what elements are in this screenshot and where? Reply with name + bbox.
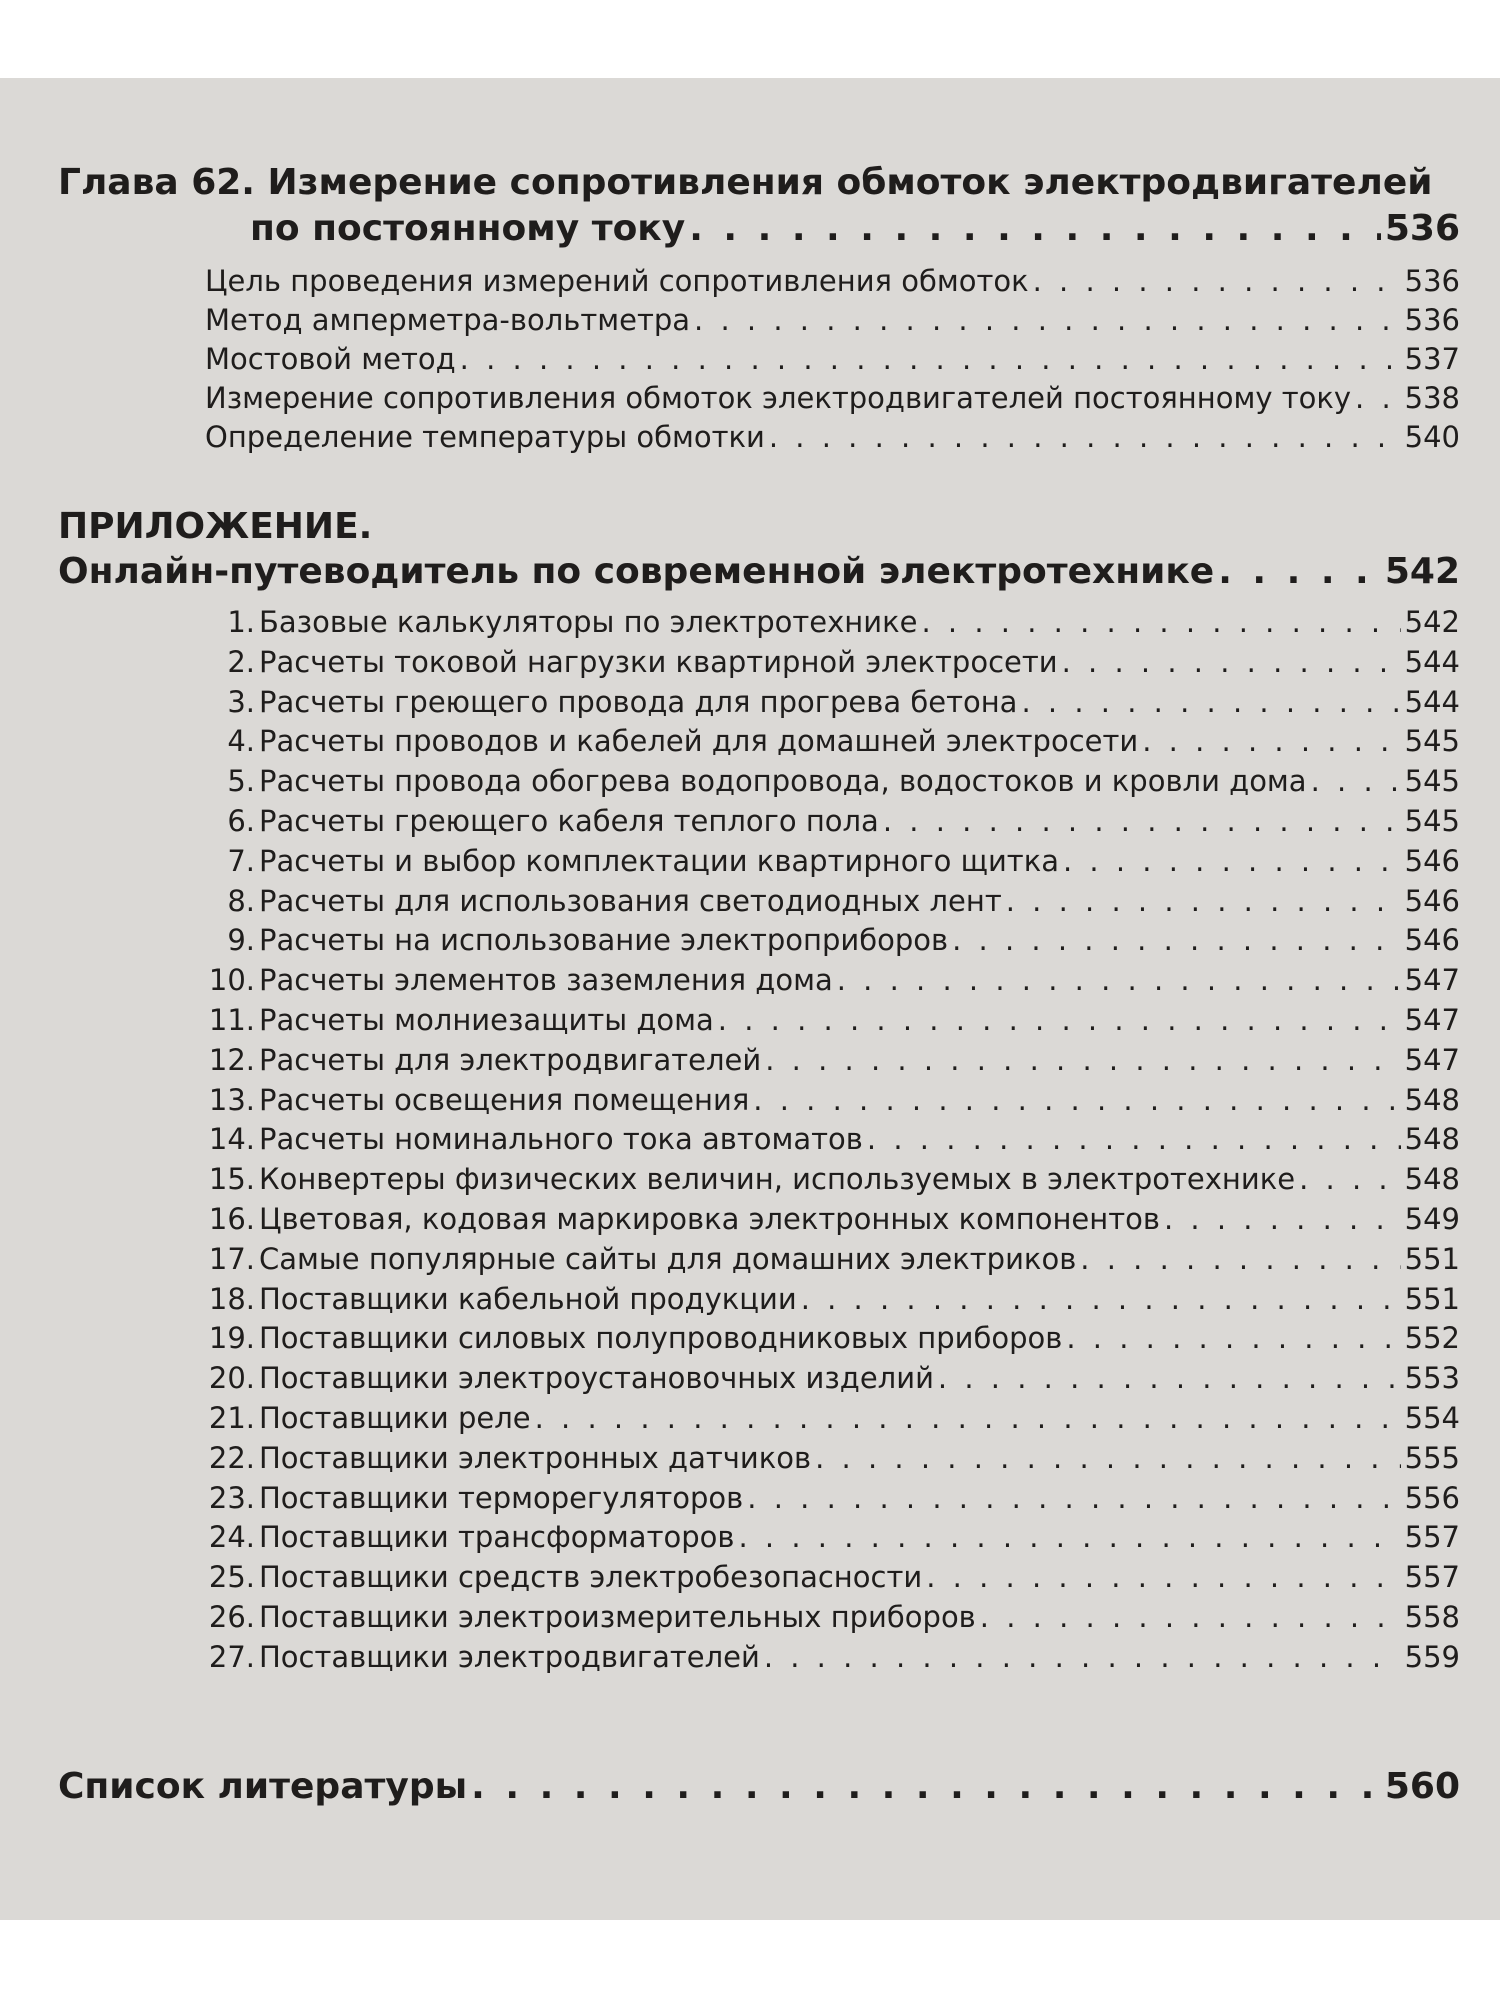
toc-entry <box>205 1518 1460 1558</box>
toc-entry-page: 548 <box>1404 1162 1460 1197</box>
toc-entry-number: 12. <box>208 1042 255 1077</box>
toc-entry-title-wrap <box>205 921 948 961</box>
toc-entry-title-wrap <box>205 842 1059 882</box>
dot-leader <box>837 961 1401 1001</box>
toc-entry-title-wrap <box>205 961 833 1001</box>
appendix-heading: ПРИЛОЖЕНИЕ. <box>58 506 373 547</box>
toc-entry-number: 18. <box>208 1281 255 1316</box>
toc-entry-title-wrap <box>205 1638 760 1678</box>
toc-entry-number: 10. <box>208 963 255 998</box>
toc-entry-page: 545 <box>1404 803 1460 838</box>
toc-entry-title-wrap <box>205 1598 976 1638</box>
toc-entry-page: 557 <box>1404 1520 1460 1555</box>
dot-leader <box>980 1598 1401 1638</box>
bibliography-row <box>58 1764 1460 1810</box>
toc-entry-title-wrap <box>205 762 1307 802</box>
toc-entry-title: Поставщики терморегуляторов <box>259 1480 744 1515</box>
toc-entry-title: Поставщики электроустановочных изделий <box>259 1361 934 1396</box>
toc-entry-title-wrap <box>205 1439 811 1479</box>
toc-entry-title-wrap <box>205 1399 531 1439</box>
toc-entry-page: 558 <box>1404 1599 1460 1634</box>
toc-entry-title: Расчеты элементов заземления дома <box>259 963 833 998</box>
toc-entry <box>205 1120 1460 1160</box>
toc-entry <box>205 1598 1460 1638</box>
toc-entry-title: Расчеты номинального тока автоматов <box>259 1122 863 1157</box>
toc-entry-number: 21. <box>208 1400 255 1435</box>
toc-entry-number: 1. <box>227 605 255 639</box>
toc-entry-title-wrap <box>205 1200 1160 1240</box>
toc-entry-page: 538 <box>1404 381 1460 415</box>
toc-entry-title: Цветовая, кодовая маркировка электронных компонентов <box>259 1201 1160 1236</box>
toc-entry-number: 11. <box>208 1002 255 1037</box>
toc-entry-title: Расчеты греющего провода для прогрева бетона <box>259 684 1018 719</box>
toc-entry <box>205 882 1460 922</box>
toc-entry-number: 26. <box>208 1599 255 1634</box>
toc-entry <box>205 1439 1460 1479</box>
toc-entry-page: 544 <box>1404 684 1460 719</box>
dot-leader <box>1142 722 1400 762</box>
toc-entry <box>205 683 1460 723</box>
dot-leader <box>1063 842 1401 882</box>
toc-entry-title: Расчеты провода обогрева водопровода, водостоков и кровли дома <box>259 764 1307 799</box>
toc-entry-title-wrap <box>205 1518 734 1558</box>
toc-entry-page: 554 <box>1404 1400 1460 1435</box>
toc-entry-title-wrap <box>205 1160 1295 1200</box>
toc-entry <box>205 1240 1460 1280</box>
dot-leader <box>926 1558 1400 1598</box>
dot-leader <box>764 1638 1401 1678</box>
dot-leader <box>883 802 1401 842</box>
toc-entry-title: Цель проведения измерений сопротивления обмоток <box>205 264 1029 298</box>
toc-entry-number: 16. <box>208 1201 255 1236</box>
toc-entry-title: Расчеты освещения помещения <box>259 1082 750 1117</box>
toc-entry-title-wrap <box>205 1558 922 1598</box>
dot-leader <box>1080 1240 1400 1280</box>
toc-entry-page: 548 <box>1404 1122 1460 1157</box>
toc-entry-title-wrap <box>205 1081 749 1121</box>
toc-entry <box>205 379 1460 418</box>
toc-entry-title: Расчеты токовой нагрузки квартирной электросети <box>259 644 1058 679</box>
dot-leader <box>1062 643 1401 683</box>
toc-entry <box>205 1399 1460 1439</box>
toc-entry-page: 547 <box>1404 963 1460 998</box>
toc-entry-number: 24. <box>208 1520 255 1555</box>
toc-entry <box>205 1160 1460 1200</box>
toc-entry-title-wrap <box>205 683 1017 723</box>
toc-entry-title: Конвертеры физических величин, используемых в электротехнике <box>259 1162 1296 1197</box>
bibliography-page-number: 560 <box>1384 1765 1460 1807</box>
toc-entry-number: 25. <box>208 1560 255 1595</box>
toc-entry-number: 4. <box>227 724 255 759</box>
toc-entry-title: Определение температуры обмотки <box>205 420 765 454</box>
toc-entry-number: 5. <box>227 764 255 799</box>
toc-entry-number: 15. <box>208 1162 255 1197</box>
toc-entry-title-wrap <box>205 1280 797 1320</box>
toc-entry-title: Самые популярные сайты для домашних электриков <box>259 1241 1077 1276</box>
appendix-subtitle: Онлайн-путеводитель по современной электротехнике <box>58 551 1215 592</box>
toc-entry-page: 545 <box>1404 724 1460 759</box>
toc-entry-page: 537 <box>1404 342 1460 376</box>
dot-leader <box>471 1764 1381 1810</box>
toc-entry <box>205 340 1460 379</box>
toc-entry <box>205 802 1460 842</box>
chapter-title: Глава 62. Измерение сопротивления обмоток электродвигателей <box>58 162 1433 203</box>
toc-entry-title: Поставщики электроизмерительных приборов <box>259 1599 976 1634</box>
toc-entry-title-wrap <box>205 722 1138 762</box>
toc-entry-title: Расчеты проводов и кабелей для домашней электросети <box>259 724 1139 759</box>
toc-entry-page: 557 <box>1404 1560 1460 1595</box>
chapter-title-continued <box>58 206 1460 252</box>
toc-entry-title-wrap <box>205 802 879 842</box>
dot-leader <box>867 1120 1401 1160</box>
toc-entry <box>205 603 1460 643</box>
toc-entry-title: Расчеты молниезащиты дома <box>259 1002 714 1037</box>
toc-entry-title-wrap <box>205 603 917 643</box>
toc-entry-page: 536 <box>1404 264 1460 298</box>
toc-entry-title-wrap <box>205 1319 1062 1359</box>
dot-leader <box>1021 683 1400 723</box>
toc-entry-title: Метод амперметра-вольтметра <box>205 303 691 337</box>
toc-entry-page: 556 <box>1404 1480 1460 1515</box>
toc-entry-title-wrap <box>205 1479 743 1519</box>
toc-entry-title: Поставщики электронных датчиков <box>259 1440 812 1475</box>
toc-entry-title-wrap <box>205 1240 1076 1280</box>
toc-entry-number: 2. <box>227 644 255 679</box>
toc-entry <box>205 1200 1460 1240</box>
dot-leader <box>1218 549 1381 595</box>
toc-entry-title: Расчеты и выбор комплектации квартирного щитка <box>259 843 1059 878</box>
toc-entry-number: 23. <box>208 1480 255 1515</box>
toc-entry-page: 546 <box>1404 883 1460 918</box>
dot-leader <box>815 1439 1401 1479</box>
appendix-title-row <box>58 549 1460 595</box>
toc-entry <box>205 921 1460 961</box>
dot-leader <box>765 1041 1400 1081</box>
toc-entry-page: 545 <box>1404 764 1460 799</box>
toc-entry-number: 13. <box>208 1082 255 1117</box>
dot-leader <box>718 1001 1401 1041</box>
chapter-page-number: 536 <box>1384 208 1460 249</box>
toc-entry <box>205 1638 1460 1678</box>
dot-leader <box>753 1081 1400 1121</box>
toc-entry <box>205 262 1460 301</box>
appendix-page-number: 542 <box>1384 551 1460 592</box>
toc-entry-title: Поставщики реле <box>259 1400 531 1435</box>
toc-entry-number: 8. <box>227 883 255 918</box>
toc-entry-title: Измерение сопротивления обмоток электродвигателей постоянному току <box>205 381 1352 415</box>
toc-entry-page: 553 <box>1404 1361 1460 1396</box>
toc-entry-number: 6. <box>227 803 255 838</box>
toc-entry-title: Поставщики электродвигателей <box>259 1639 760 1674</box>
toc-entry-number: 27. <box>208 1639 255 1674</box>
dot-leader <box>1299 1160 1401 1200</box>
toc-entry-title: Поставщики кабельной продукции <box>259 1281 797 1316</box>
dot-leader <box>1311 762 1401 802</box>
toc-entry-page: 555 <box>1404 1440 1460 1475</box>
dot-leader <box>535 1399 1401 1439</box>
toc-entry <box>205 1001 1460 1041</box>
dot-leader <box>921 603 1400 643</box>
dot-leader <box>1033 262 1401 301</box>
toc-entry-number: 3. <box>227 684 255 719</box>
toc-entry-title: Поставщики трансформаторов <box>259 1520 735 1555</box>
toc-entry-page: 546 <box>1404 923 1460 958</box>
dot-leader <box>1006 882 1401 922</box>
toc-entry <box>205 1280 1460 1320</box>
toc-entry <box>205 1479 1460 1519</box>
toc-entry-number: 20. <box>208 1361 255 1396</box>
toc-entry-title-wrap <box>205 1001 714 1041</box>
page-top-margin <box>0 0 1500 78</box>
toc-entry <box>205 1041 1460 1081</box>
toc-entry-title: Расчеты для использования светодиодных лент <box>259 883 1002 918</box>
dot-leader <box>801 1280 1401 1320</box>
dot-leader <box>1164 1200 1401 1240</box>
dot-leader <box>738 1518 1400 1558</box>
dot-leader <box>952 921 1401 961</box>
toc-entry-title: Расчеты на использование электроприборов <box>259 923 949 958</box>
chapter-sections <box>58 262 1460 457</box>
toc-entry-title-wrap <box>205 1120 863 1160</box>
toc-entry <box>205 301 1460 340</box>
toc-entry-page: 551 <box>1404 1281 1460 1316</box>
toc-entry-number: 9. <box>227 923 255 958</box>
toc-entry-page: 547 <box>1404 1042 1460 1077</box>
toc-entry <box>205 643 1460 683</box>
toc-entry-page: 551 <box>1404 1241 1460 1276</box>
appendix-sections <box>58 603 1460 1678</box>
toc-entry-number: 22. <box>208 1440 255 1475</box>
toc-entry-page: 540 <box>1404 420 1460 454</box>
toc-entry-number: 14. <box>208 1122 255 1157</box>
toc-entry-page: 536 <box>1404 303 1460 337</box>
toc-entry <box>205 1081 1460 1121</box>
dot-leader <box>747 1479 1400 1519</box>
toc-entry-title-wrap <box>205 882 1002 922</box>
toc-entry-number: 7. <box>227 843 255 878</box>
toc-entry-title-wrap <box>205 1359 934 1399</box>
dot-leader <box>1355 379 1401 418</box>
toc-entry-number: 19. <box>208 1321 255 1356</box>
toc-entry-title: Расчеты греющего кабеля теплого пола <box>259 803 879 838</box>
page-bottom-margin <box>0 1920 1500 2000</box>
toc-entry <box>205 1558 1460 1598</box>
chapter-title-line2: по постоянному току <box>250 208 686 249</box>
toc-entry-page: 546 <box>1404 843 1460 878</box>
dot-leader <box>938 1359 1401 1399</box>
dot-leader <box>1066 1319 1400 1359</box>
toc-entry-page: 544 <box>1404 644 1460 679</box>
dot-leader <box>769 418 1401 457</box>
toc-entry-title: Базовые калькуляторы по электротехнике <box>259 605 918 639</box>
dot-leader <box>460 340 1401 379</box>
toc-entry-page: 548 <box>1404 1082 1460 1117</box>
toc-entry-title-wrap <box>205 1041 761 1081</box>
toc-entry-title: Поставщики средств электробезопасности <box>259 1560 923 1595</box>
toc-entry-title-wrap <box>205 643 1058 683</box>
toc-entry-title: Расчеты для электродвигателей <box>259 1042 762 1077</box>
dot-leader <box>694 301 1401 340</box>
table-of-contents <box>58 160 1460 1810</box>
dot-leader <box>689 206 1381 252</box>
toc-entry <box>205 762 1460 802</box>
toc-entry <box>205 722 1460 762</box>
toc-entry <box>205 961 1460 1001</box>
toc-entry-title: Мостовой метод <box>205 342 456 376</box>
toc-entry-page: 549 <box>1404 1201 1460 1236</box>
toc-entry-number: 17. <box>208 1241 255 1276</box>
toc-entry <box>205 1359 1460 1399</box>
toc-entry-page: 542 <box>1404 605 1460 639</box>
toc-entry-page: 547 <box>1404 1002 1460 1037</box>
toc-entry <box>205 842 1460 882</box>
bibliography-title: Список литературы <box>58 1765 468 1807</box>
toc-entry <box>205 418 1460 457</box>
toc-entry-page: 559 <box>1404 1639 1460 1674</box>
toc-entry <box>205 1319 1460 1359</box>
toc-entry-title: Поставщики силовых полупроводниковых приборов <box>259 1321 1063 1356</box>
toc-entry-page: 552 <box>1404 1321 1460 1356</box>
